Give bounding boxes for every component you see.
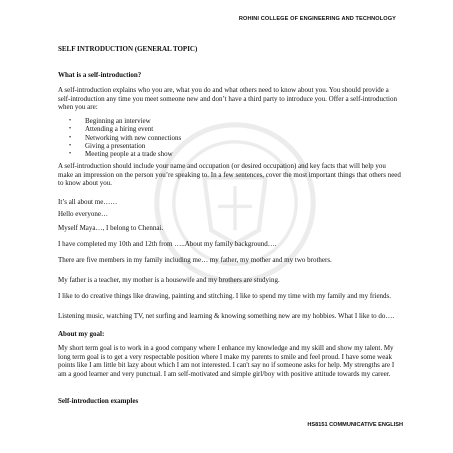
document-title: SELF INTRODUCTION (GENERAL TOPIC): [58, 45, 198, 53]
question-heading: What is a self-introduction?: [58, 71, 142, 79]
goal-heading: About my goal:: [58, 330, 105, 338]
line-completed: I have completed my 10th and 12th from …..About my family background….: [58, 240, 277, 248]
examples-heading: Self-introduction examples: [58, 397, 139, 405]
bullet-icon: •: [69, 151, 72, 158]
line-hello: Hello everyone…: [58, 210, 108, 218]
line-all-about: It’s all about me……: [58, 198, 118, 206]
bullet-icon: •: [69, 142, 72, 149]
include-paragraph: A self-introduction should include your name and occupation (or desired occupation) and key facts that will help you make an impression on the person you’re speaking to. In a few sentences, cover the most important things that others need to know about you.: [58, 162, 401, 188]
list-item: • Attending a hiring event: [69, 125, 154, 134]
bullet-icon: •: [69, 118, 72, 124]
line-family: There are five members in my family including me… my father, my mother and my two brothers.: [58, 256, 332, 264]
page-footer: HS8151 COMMUNICATIVE ENGLISH: [307, 422, 403, 428]
bullet-icon: •: [69, 126, 72, 133]
line-parents: My father is a teacher, my mother is a housewife and my brothers are studying.: [58, 276, 280, 284]
list-item: • Giving a presentation: [69, 141, 146, 150]
list-item: • Meeting people at a trade show: [69, 150, 173, 159]
bullet-icon: •: [69, 134, 72, 141]
page-header: ROHINI COLLEGE OF ENGINEERING AND TECHNOLOGY: [238, 16, 396, 22]
list-item: • Beginning an interview: [69, 117, 151, 125]
intro-paragraph: A self-introduction explains who you are, what you do and what others need to know about you. You should provide a self-introduction any time you meet someone new and don’t have a third party to introduce you. Offer a self-introduction when you are:: [58, 86, 397, 112]
line-hobby-two: Listening music, watching TV, net surfing and learning & knowing something new are my hobbies. What I like to do….: [58, 312, 395, 320]
line-hobby-one: I like to do creative things like drawing, painting and stitching. I like to spend my time with my family and my friends.: [58, 292, 392, 300]
occasion-list: [69, 117, 181, 158]
list-item: • Networking with new connections: [69, 133, 182, 142]
goal-paragraph: My short term goal is to work in a good company where I enhance my knowledge and my skill and show my talent. My long term goal is to get a very respectable position where I make my parents to smile and feel proud. I have some weak points like I am little bit lazy about which I am not interested. I can't say no if someone asks for help. My strengths are I am a good learner and very punctual. I am self-motivated and simple girl/boy with positive attitude towards my career.: [58, 344, 395, 378]
line-myself: Myself Maya…, I belong to Chennai.: [58, 224, 164, 232]
